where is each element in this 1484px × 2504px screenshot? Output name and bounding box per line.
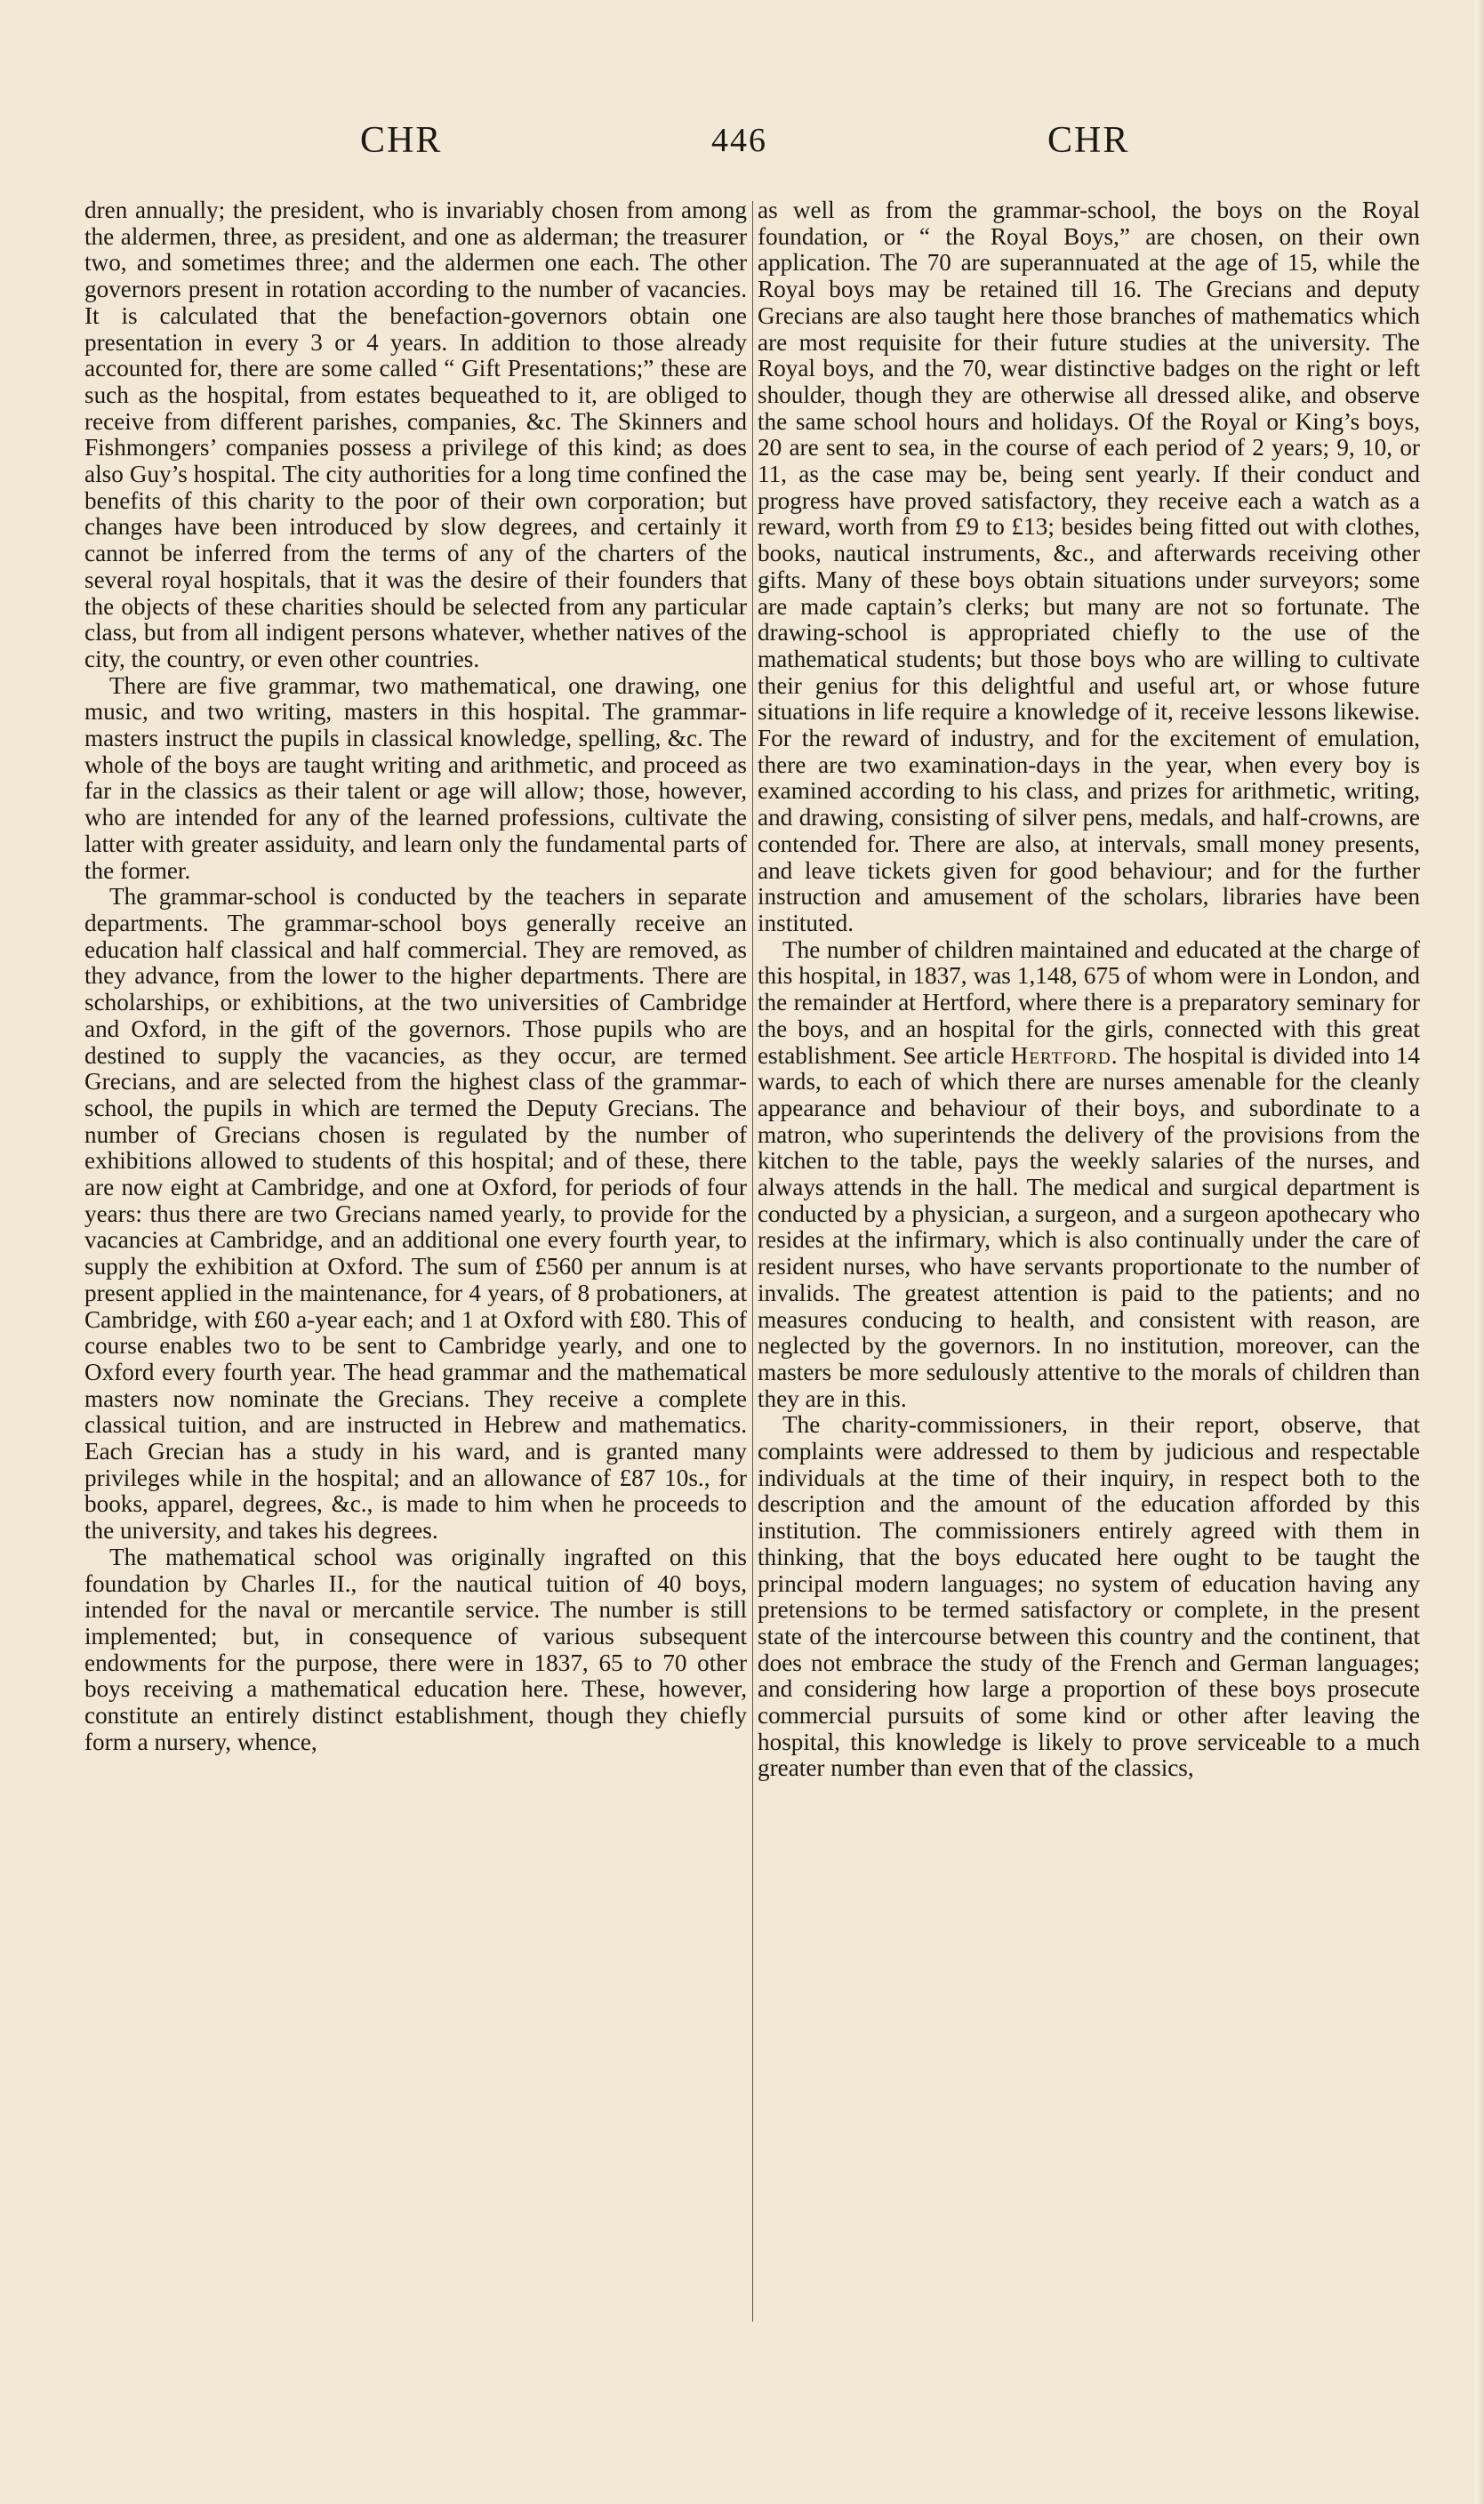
column-divider [752,201,753,2322]
running-head [0,114,1484,167]
page-number: 446 [711,122,767,159]
header-left: CHR [360,120,443,161]
paragraph: as well as from the grammar-school, the boys on the Royal foundation, or “ the Royal Boys,” are chosen, on their own application. The 70 are superannuated at the age of 15, while the Royal boys may be retained till 16. The Grecians and deputy Grecians are also taught here those branches of mathematics which are most requisite for their future studies at the university. The Royal boys, and the 70, wear distinctive badges on the right or left shoulder, though they are otherwise all dressed alike, and observe the same school hours and holidays. Of the Royal or King’s boys, 20 are sent to sea, in the course of each period of 2 years; 9, 10, or 11, as the case may be, being sent yearly. If their conduct and progress have proved satisfactory, they receive each a watch as a reward, worth from £9 to £13; besides being fitted out with clothes, books, nautical instruments, &c., and afterwards receiving other gifts. Many of these boys obtain situations under surveyors; some are made captain’s clerks; but many are not so fortunate. The drawing-school is appropriated chiefly to the use of the mathematical students; but those boys who are willing to cultivate their genius for this delightful and useful art, or whose future situations in life require a knowledge of it, receive lessons likewise. For the reward of industry, and for the excitement of emulation, there are two examination-days in the year, when every boy is examined according to his class, and prizes for arithmetic, writing, and drawing, consisting of silver pens, medals, and half-crowns, are contended for. There are also, at intervals, small money presents, and leave tickets given for good behaviour; and for the further instruction and amusement of the scholars, libraries have been instituted. [758,197,1420,936]
paragraph: There are five grammar, two mathematical, one drawing, one music, and two writing, masters in this hospital. The grammar-masters instruct the pupils in classical knowledge, spelling, &c. The whole of the boys are taught writing and arithmetic, and proceed as far in the classics as their talent or age will allow; those, however, who are intended for any of the learned professions, cultivate the latter with greater assiduity, and learn only the fundamental parts of the former. [84,671,747,884]
paragraph: dren annually; the president, who is invariably chosen from among the aldermen, three, as president, and one as alderman; the treasurer two, and sometimes three; and the aldermen one each. The other governors present in rotation according to the number of vacancies. It is calculated that the benefaction-governors obtain one presentation in every 3 or 4 years. In addition to those already accounted for, there are some called “ Gift Presentations;” these are such as the hospital, from estates bequeathed to it, are obliged to receive from different parishes, companies, &c. The Skinners and Fishmongers’ companies possess a privilege of this kind; as does also Guy’s hospital. The city authorities for a long time confined the benefits of this charity to the poor of their own corporation; but changes have been introduced by slow degrees, and certainly it cannot be inferred from the terms of any of the charters of the several royal hospitals, that it was the desire of their founders that the objects of these charities should be selected from any particular class, but from all indigent persons whatever, whether natives of the city, the country, or even other countries. [84,197,747,672]
page-edge [1472,0,1484,2504]
cross-reference: Hertford. [1010,1041,1119,1069]
paragraph-text: The hospital is divided into 14 wards, to each of which there are nurses amenable for the cleanly appearance and behaviour of their boys, and subordinate to a matron, who superintends the delivery of the provisions from the kitchen to the table, pays the weekly salaries of the nurses, and always attends in the hall. The medical and surgical department is conducted by a physician, a surgeon, and a surgeon apothecary who resides at the infirmary, which is also continually under the care of resident nurses, who have servants proportionate to the number of invalids. The greatest attention is paid to the patients; and no measures conducing to health, and consistent with reason, are neglected by the governors. In no institution, moreover, can the masters be more sedulously attentive to the morals of children than they are in this. [758,1041,1420,1412]
left-column [84,197,747,1755]
paragraph: The mathematical school was originally ingrafted on this foundation by Charles II., for the nautical tuition of 40 boys, intended for the naval or mercantile service. The number is still implemented; but, in consequence of various subsequent endowments for the purpose, there were in 1837, 65 to 70 other boys receiving a mathematical education here. These, however, constitute an entirely distinct establishment, though they chiefly form a nursery, whence, [84,1543,747,1755]
header-right: CHR [1047,120,1130,161]
paragraph: The charity-commissioners, in their report, observe, that complaints were addressed to them by judicious and respectable individuals at the time of their inquiry, in respect both to the description and the amount of the education afforded by this institution. The commissioners entirely agreed with them in thinking, that the boys educated here ought to be taught the principal modern languages; no system of education having any pretensions to be termed satisfactory or complete, in the present state of the intercourse between this country and the continent, that does not embrace the study of the French and German languages; and considering how large a proportion of these boys prosecute commercial pursuits of some kind or other after leaving the hospital, this knowledge is likely to prove serviceable to a much greater number than even that of the classics, [758,1411,1420,1782]
right-column [758,197,1420,1782]
paragraph: The grammar-school is conducted by the teachers in separate departments. The grammar-school boys generally receive an education half classical and half commercial. They are removed, as they advance, from the lower to the higher departments. There are scholarships, or exhibitions, at the two universities of Cambridge and Oxford, in the gift of the governors. Those pupils who are destined to supply the vacancies, as they occur, are termed Grecians, and are selected from the highest class of the grammar-school, the pupils in which are termed the Deputy Grecians. The number of Grecians chosen is regulated by the number of exhibitions allowed to students of this hospital; and of these, there are now eight at Cambridge, and one at Oxford, for periods of four years: thus there are two Grecians named yearly, to provide for the vacancies at Cambridge, and an additional one every fourth year, to supply the exhibition at Oxford. The sum of £560 per annum is at present applied in the maintenance, for 4 years, of 8 probationers, at Cambridge, with £60 a-year each; and 1 at Oxford with £80. This of course enables two to be sent to Cambridge yearly, and one to Oxford every fourth year. The head grammar and the mathematical masters now nominate the Grecians. They receive a complete classical tuition, and are instructed in Hebrew and mathematics. Each Grecian has a study in his ward, and is granted many privileges while in the hospital; and an allowance of £87 10s., for books, apparel, degrees, &c., is made to him when he proceeds to the university, and takes his degrees. [84,883,747,1545]
paragraph-text: The number of children maintained and educated at the charge of this hospital, in 1837, was 1,148, 675 of whom were in London, and the remainder at Hertford, where there is a preparatory seminary for the boys, and an hospital for the girls, connected with this great establishment. See article [758,935,1420,1069]
paragraph [758,937,1420,1413]
